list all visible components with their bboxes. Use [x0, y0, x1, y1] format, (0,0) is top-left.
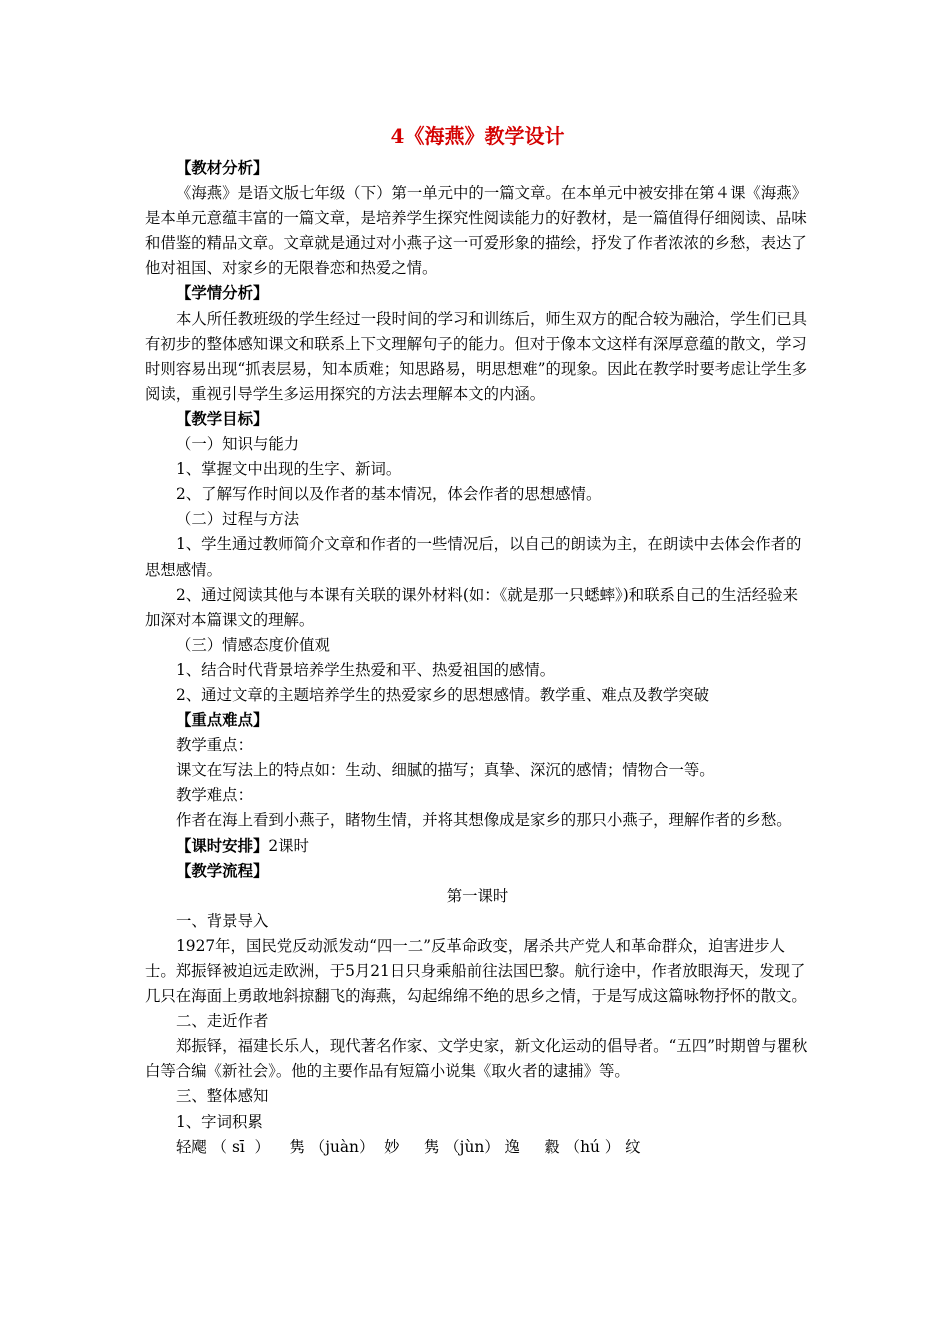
paragraph: 1927年，国民党反动派发动“四一二”反革命政变，屠杀共产党人和革命群众，迫害进步人士。郑振铎被迫远走欧洲，于5月21日只身乘船前往法国巴黎。航行途中，作者放眼海天，发现了几只在海面上勇敢地斜掠翻飞的海燕，勾起绵绵不绝的思乡之情，于是写成这篇咏物抒怀的散文。: [145, 936, 807, 1006]
paragraph: 1、学生通过教师简介文章和作者的一些情况后，以自己的朗读为主，在朗读中去体会作者的思想感情。: [145, 535, 802, 579]
paragraph: 三、整体感知: [176, 1087, 269, 1106]
paragraph: （二）过程与方法: [176, 510, 300, 529]
paragraph: 1、字词积累: [176, 1112, 263, 1131]
paragraph: 《海燕》是语文版七年级（下）第一单元中的一篇文章。在本单元中被安排在第４课《海燕》是本单元意蕴丰富的一篇文章，是培养学生探究性阅读能力的好教材，是一篇值得仔细阅读、品味和借鉴的精品文章。文章就是通过对小燕子这一可爱形象的描绘，抒发了作者浓浓的乡愁，表达了他对祖国、对家乡的无限眷恋和热爱之情。: [145, 184, 808, 278]
paragraph: 2、了解写作时间以及作者的基本情况，体会作者的思想感情。: [176, 485, 602, 504]
paragraph: 教学重点：: [176, 736, 253, 755]
vocabulary-pinyin-row: 轻飔 （ sī ） 隽 （juàn） 妙 隽 （jùn） 逸 縠 （hú ） 纹: [176, 1137, 641, 1156]
paragraph: 本人所任教班级的学生经过一段时间的学习和训练后，师生双方的配合较为融洽，学生们已具有初步的整体感知课文和联系上下文理解句子的能力。但对于像本文这样有深厚意蕴的散文，学习时则容易出现“抓表层易，知本质难；知思路易，明思想难”的现象。因此在教学时要考虑让学生多阅读，重视引导学生多运用探究的方法去理解本文的内涵。: [145, 309, 808, 403]
paragraph: 一、背景导入: [176, 911, 269, 930]
paragraph: （三）情感态度价值观: [176, 635, 330, 654]
section-heading: 【学情分析】: [176, 284, 269, 303]
paragraph: 2、通过阅读其他与本课有关联的课外材料(如：《就是那一只蟋蟀》)和联系自己的生活经验来加深对本篇课文的理解。: [145, 585, 799, 629]
paragraph: 1、结合时代背景培养学生热爱和平、热爱祖国的感情。: [176, 660, 556, 679]
document-title: 4《海燕》教学设计: [390, 124, 565, 148]
paragraph: 郑振铎，福建长乐人，现代著名作家、文学史家，新文化运动的倡导者。“五四”时期曾与瞿秋白等合编《新社会》。他的主要作品有短篇小说集《取火者的逮捕》等。: [145, 1037, 808, 1081]
paragraph: 2、通过文章的主题培养学生的热爱家乡的思想感情。教学重、难点及教学突破: [176, 685, 710, 704]
section-heading: 【教学流程】: [176, 861, 269, 880]
section-value: 2课时: [268, 836, 309, 855]
paragraph: （一）知识与能力: [176, 435, 300, 454]
paragraph: [145, 834, 810, 859]
document-page: [145, 118, 810, 1160]
paragraph: 课文在写法上的特点如：生动、细腻的描写；真挚、深沉的感情；情物合一等。: [176, 761, 715, 780]
paragraph: 二、走近作者: [176, 1012, 269, 1031]
paragraph: 1、掌握文中出现的生字、新词。: [176, 460, 402, 479]
document-body: [145, 156, 810, 1135]
section-heading: 【课时安排】: [176, 836, 269, 855]
paragraph: 作者在海上看到小燕子，睹物生情，并将其想像成是家乡的那只小燕子，理解作者的乡愁。: [176, 811, 792, 830]
paragraph: 教学难点：: [176, 786, 253, 805]
section-heading: 【重点难点】: [176, 711, 269, 730]
lesson-subtitle: 第一课时: [446, 886, 509, 905]
section-heading: 【教材分析】: [176, 159, 269, 177]
section-heading: 【教学目标】: [176, 409, 269, 428]
